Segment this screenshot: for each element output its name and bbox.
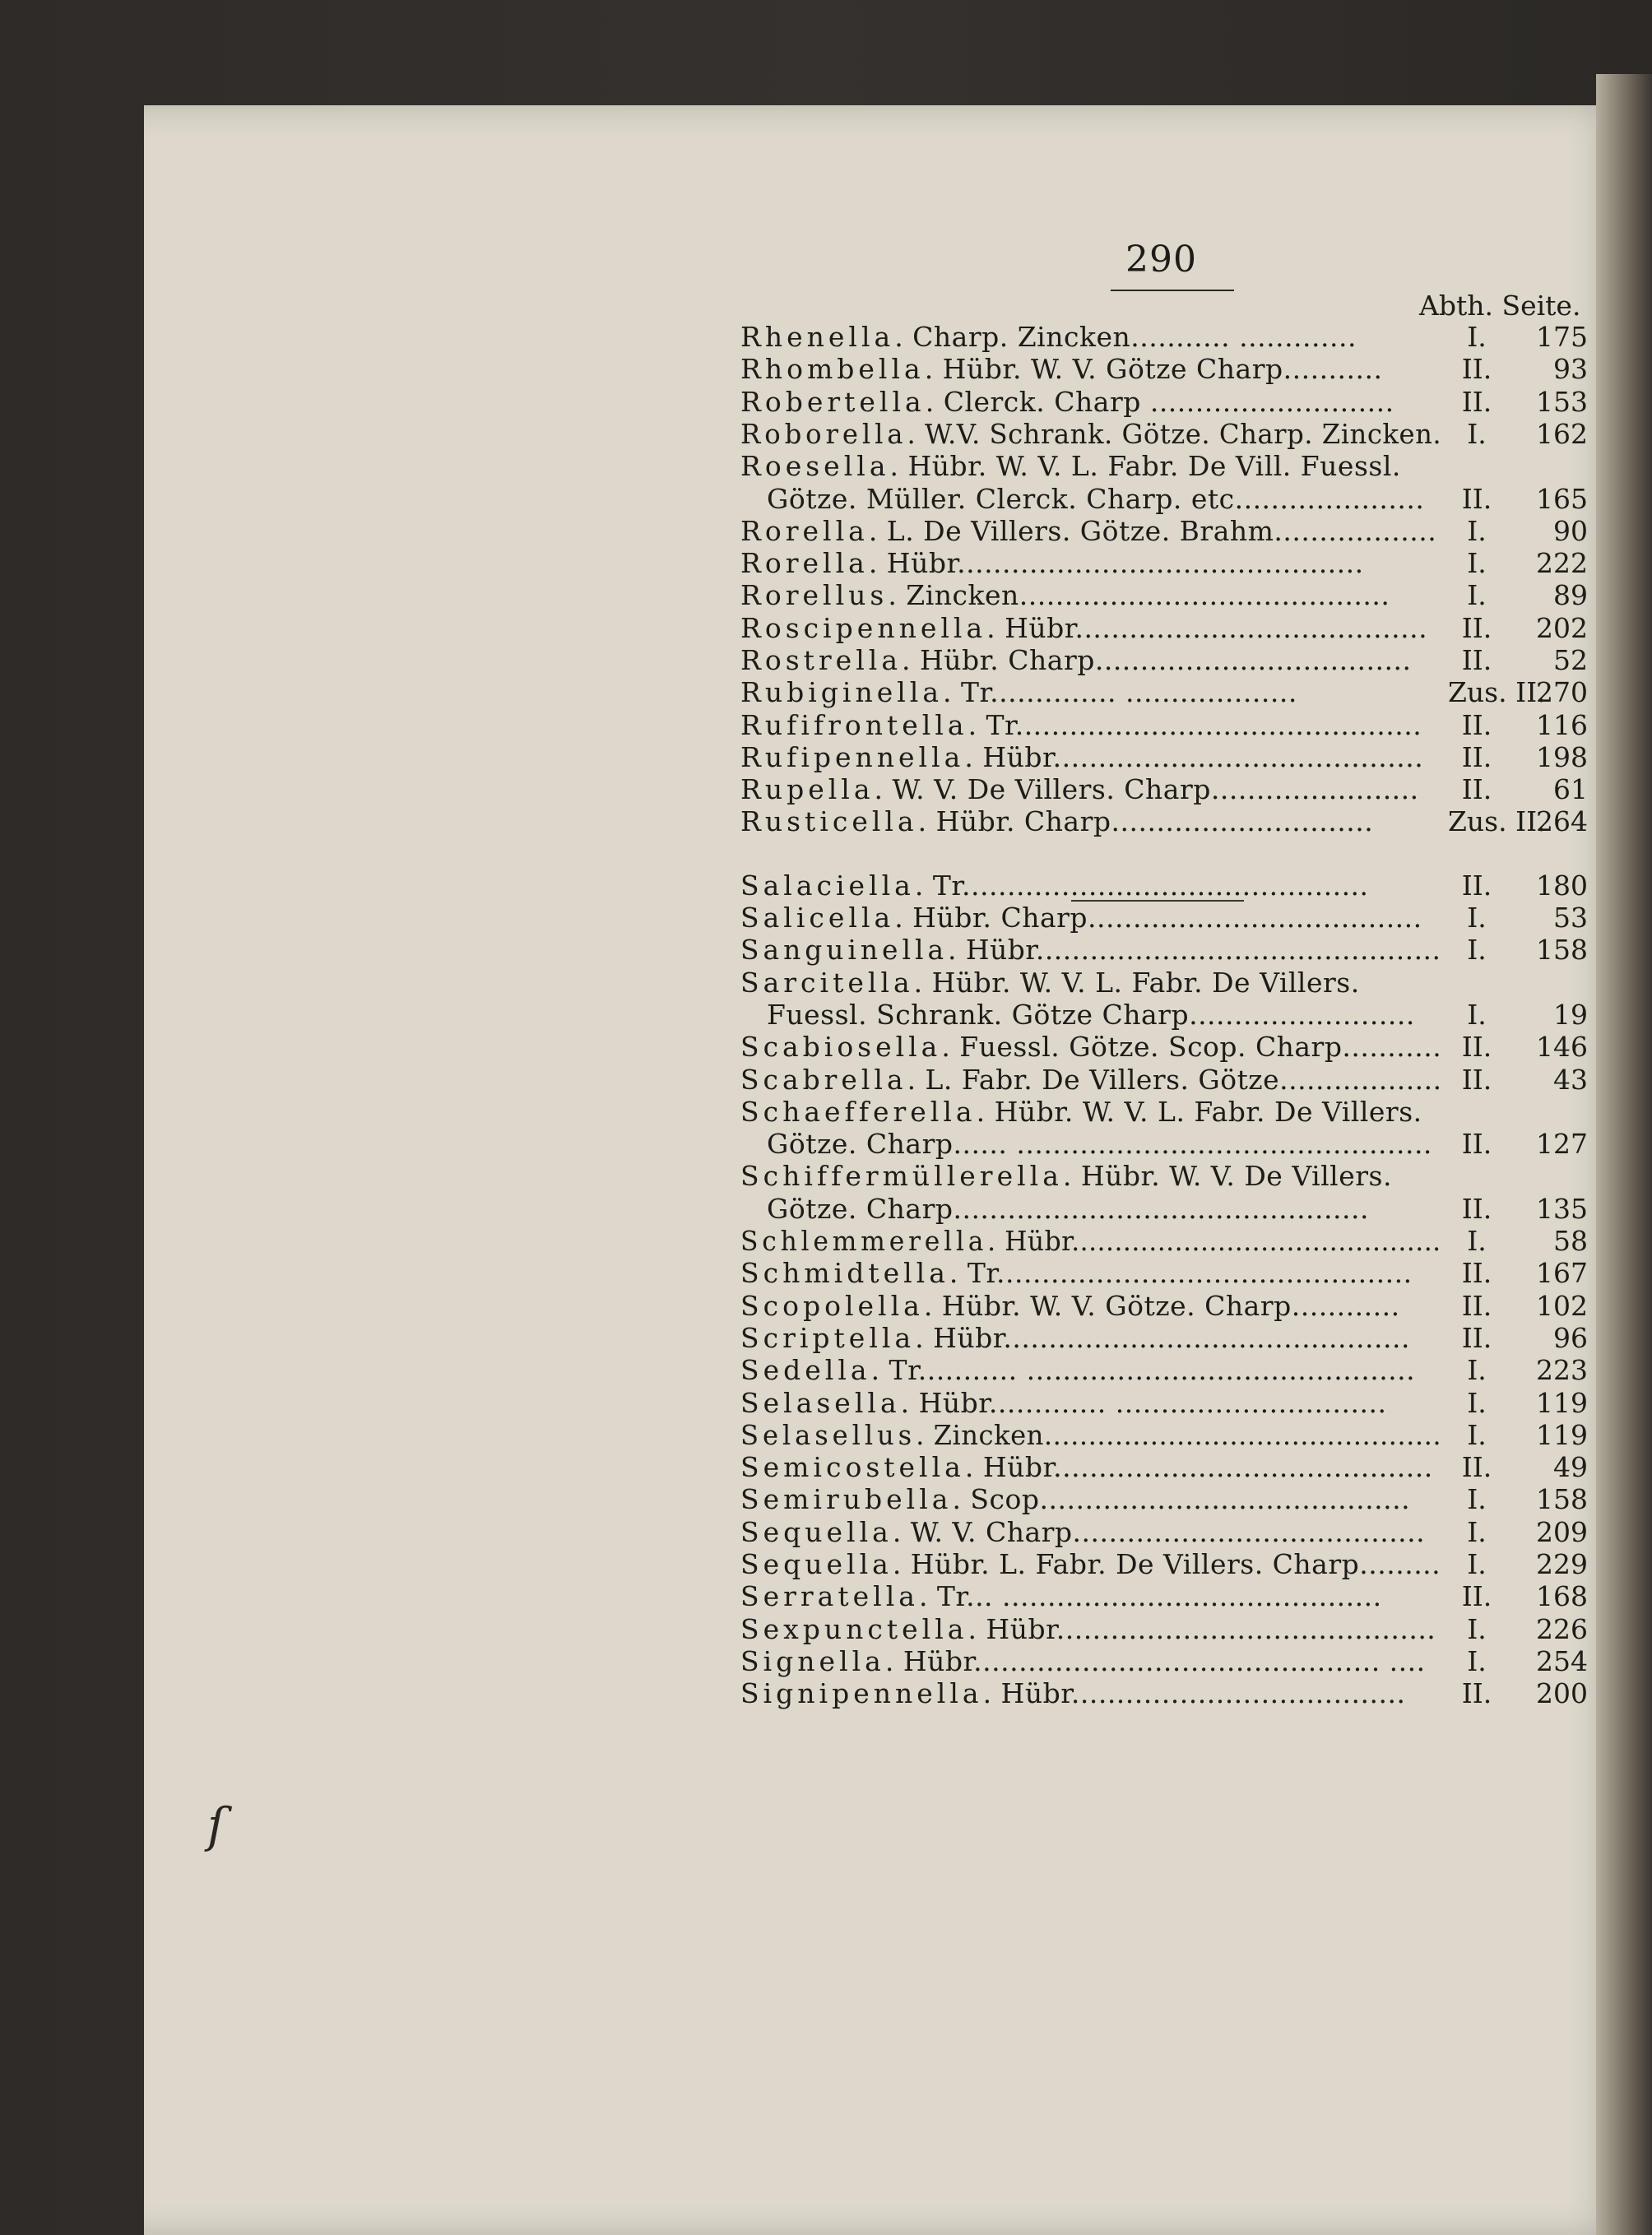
authors-text: Fuessl. Schrank. Götze Charp......................... [767, 999, 1415, 1031]
abth-value: I. [1467, 999, 1487, 1031]
column-header [1419, 290, 1580, 322]
abth-value: Zus. II. [1448, 676, 1546, 708]
index-entry [740, 1483, 1604, 1516]
index-entry [740, 1677, 1604, 1710]
seite-value: 175 [1536, 321, 1588, 353]
abth-value: I. [1467, 1483, 1487, 1515]
genus-name: Semirubella [740, 1483, 953, 1515]
genus-name: Sequella [740, 1516, 893, 1548]
index-entry [740, 1064, 1604, 1097]
entry-text [740, 321, 1357, 353]
seite-value: 158 [1536, 1483, 1588, 1515]
index-entry [740, 1580, 1604, 1613]
genus-name: Rorella [740, 547, 869, 579]
authors-text: . Hübr. L. Fabr. De Villers. Charp......... [892, 1548, 1441, 1580]
index-entry [740, 1290, 1604, 1323]
authors-text: . Charp. Zincken........... ............. [894, 321, 1357, 353]
genus-name: Robertella [740, 386, 926, 418]
authors-text: . Hübr. W. V. L. Fabr. De Villers. [976, 1096, 1422, 1128]
seite-value: 167 [1536, 1257, 1588, 1289]
authors-text: Götze. Charp.............................................. [767, 1193, 1369, 1225]
entry-text [740, 579, 1390, 611]
index-entry [740, 1096, 1604, 1129]
authors-text: . Hübr............. .............................. [900, 1387, 1387, 1419]
entry-text [767, 1193, 1369, 1225]
abth-value: I. [1467, 579, 1487, 611]
abth-value: II. [1461, 386, 1492, 418]
genus-name: Sexpunctella [740, 1613, 968, 1645]
genus-name: Rostrella [740, 644, 902, 676]
index-entry [740, 450, 1604, 483]
genus-name: Sarcitella [740, 967, 914, 999]
abth-value: II. [1461, 869, 1492, 902]
index-entry [740, 934, 1604, 967]
abth-value: I. [1467, 1419, 1487, 1451]
entry-text [740, 741, 1423, 773]
authors-text: . Hübr. W. V. L. Fabr. De Villers. [913, 967, 1360, 999]
abth-value: II. [1461, 709, 1492, 741]
abth-value: II. [1461, 741, 1492, 773]
seite-value: 158 [1536, 934, 1588, 966]
authors-text: . W. V. Charp....................................... [892, 1516, 1426, 1548]
abth-value: II. [1461, 612, 1492, 644]
abth-value: I. [1467, 515, 1487, 547]
entry-text [740, 1322, 1410, 1354]
genus-name: Rorella [740, 515, 869, 547]
authors-text: . Hübr.......................................... [964, 1451, 1433, 1483]
index-entry [740, 1548, 1604, 1581]
genus-name: Signella [740, 1645, 885, 1677]
entry-text [740, 1580, 1382, 1612]
authors-text: . Hübr. Charp..................................... [894, 902, 1422, 934]
entry-text [740, 1160, 1392, 1192]
authors-text: . Clerck. Charp ........................... [925, 386, 1394, 418]
authors-text: . Tr.............................................. [949, 1257, 1413, 1289]
abth-value: Zus. II. [1448, 805, 1546, 837]
index-entry [740, 321, 1604, 354]
seite-value: 52 [1553, 644, 1588, 676]
seite-value: 53 [1553, 902, 1588, 934]
index-entry [740, 612, 1604, 645]
entry-text [740, 869, 1369, 902]
abth-value: I. [1467, 1516, 1487, 1548]
seite-value: 202 [1536, 612, 1588, 644]
authors-text: . Hübr.......................................... [968, 1613, 1436, 1645]
seite-value: 226 [1536, 1613, 1588, 1645]
abth-value: II. [1461, 773, 1492, 805]
entry-text [740, 644, 1411, 676]
seite-value: 229 [1536, 1548, 1588, 1580]
index-entry [740, 1160, 1604, 1193]
authors-text: . Hübr......................................... [964, 741, 1424, 773]
genus-name: Roscipennella [740, 612, 987, 644]
authors-text: . Hübr............................................. [915, 1322, 1410, 1354]
abth-value: II. [1461, 1064, 1492, 1096]
genus-name: Rhenella [740, 321, 895, 353]
authors-text: . Hübr........................................... [987, 1225, 1441, 1257]
seite-value: 168 [1536, 1580, 1588, 1612]
authors-text: . Hübr..................................... [982, 1677, 1406, 1709]
index-entry [740, 1387, 1604, 1420]
seite-value: 127 [1536, 1128, 1588, 1160]
index-entry [740, 709, 1604, 742]
seite-value: 116 [1536, 709, 1588, 741]
seite-value: 58 [1553, 1225, 1588, 1257]
abth-value: I. [1467, 902, 1487, 934]
seite-value: 200 [1536, 1677, 1588, 1709]
genus-name: Scopolella [740, 1290, 924, 1322]
seite-value: 135 [1536, 1193, 1588, 1225]
genus-name: Signipennella [740, 1677, 983, 1709]
index-entry [740, 1451, 1604, 1484]
genus-name: Schaefferella [740, 1096, 977, 1128]
authors-text: . Tr........... ........................................... [870, 1354, 1416, 1386]
genus-name: Sedella [740, 1354, 871, 1386]
entry-text [740, 515, 1436, 547]
seite-value: 209 [1536, 1516, 1588, 1548]
index-entry [740, 1322, 1604, 1355]
index-entry [740, 1645, 1604, 1678]
abth-value: I. [1467, 547, 1487, 579]
entry-text [740, 1290, 1400, 1322]
index-entry [740, 1516, 1604, 1549]
seite-value: 165 [1536, 483, 1588, 515]
authors-text: . L. De Villers. Götze. Brahm.................. [868, 515, 1437, 547]
abth-value: I. [1467, 1645, 1487, 1677]
authors-text: Götze. Müller. Clerck. Charp. etc..................... [767, 483, 1425, 515]
abth-value: I. [1467, 418, 1487, 450]
entry-text [740, 1419, 1441, 1451]
authors-text: . Hübr. W. V. Götze. Charp............ [923, 1290, 1400, 1322]
abth-value: I. [1467, 1613, 1487, 1645]
seite-value: 93 [1553, 353, 1588, 385]
entry-text [740, 1225, 1441, 1257]
genus-name: Scabiosella [740, 1031, 942, 1063]
abth-value: II. [1461, 1322, 1492, 1354]
genus-name: Schlemmerella [740, 1225, 988, 1257]
authors-text: . Zincken......................................... [888, 579, 1390, 611]
seite-value: 49 [1553, 1451, 1588, 1483]
entry-text [740, 676, 1297, 708]
authors-text: . Hübr. W. V. Götze Charp........... [924, 353, 1383, 385]
authors-text: . Hübr. Charp............................. [917, 805, 1374, 837]
entry-text [740, 1096, 1422, 1128]
genus-name: Schmidtella [740, 1257, 949, 1289]
abth-value: II. [1461, 1580, 1492, 1612]
entry-text [740, 1548, 1441, 1580]
entry-text [740, 1064, 1442, 1096]
seite-value: 162 [1536, 418, 1588, 450]
abth-value: II. [1461, 644, 1492, 676]
genus-name: Selasella [740, 1387, 901, 1419]
authors-text: . Hübr. W. V. De Villers. [1062, 1160, 1392, 1192]
genus-name: Salaciella [740, 869, 915, 902]
authors-text: . Fuessl. Götze. Scop. Charp........... [941, 1031, 1442, 1063]
entry-text [740, 1257, 1413, 1289]
index-entry [740, 386, 1604, 419]
stray-pen-mark: ſ [207, 1797, 225, 1853]
entry-text [740, 773, 1419, 805]
index-entry [740, 515, 1604, 548]
seite-value: 119 [1536, 1387, 1588, 1419]
entry-text [740, 1677, 1405, 1709]
seite-value: 264 [1536, 805, 1588, 837]
abth-value: II. [1461, 1290, 1492, 1322]
entry-text [740, 967, 1360, 999]
authors-text: . W.V. Schrank. Götze. Charp. Zincken. [907, 418, 1442, 450]
abth-value: II. [1461, 1031, 1492, 1063]
seite-value: 198 [1536, 741, 1588, 773]
entry-text [740, 709, 1422, 741]
entry-text [740, 353, 1383, 385]
genus-name: Selasellus [740, 1419, 916, 1451]
index-entry [740, 869, 1604, 902]
seite-value: 19 [1553, 999, 1588, 1031]
index-entry [740, 1257, 1604, 1290]
entry-text [740, 1645, 1426, 1677]
index-entry [740, 1419, 1604, 1452]
seite-value: 223 [1536, 1354, 1588, 1386]
entry-text [740, 1516, 1425, 1548]
abth-value: I. [1467, 321, 1487, 353]
index-entry [740, 1225, 1604, 1258]
abth-value: I. [1467, 1354, 1487, 1386]
page-number: 290 [1125, 239, 1197, 281]
seite-value: 90 [1553, 515, 1588, 547]
seite-value: 43 [1553, 1064, 1588, 1096]
seite-value: 96 [1553, 1322, 1588, 1354]
genus-name: Rufifrontella [740, 709, 968, 741]
entry-text [740, 1031, 1441, 1063]
seite-value: 61 [1553, 773, 1588, 805]
index-entry [740, 579, 1604, 612]
entry-text [740, 547, 1364, 579]
index-entry [740, 902, 1604, 934]
seite-value: 222 [1536, 547, 1588, 579]
genus-name: Scriptella [740, 1322, 916, 1354]
index-entry [740, 741, 1604, 774]
abth-value: II. [1461, 1257, 1492, 1289]
genus-name: Serratella [740, 1580, 919, 1612]
entry-text [740, 902, 1422, 934]
entry-text [767, 999, 1415, 1031]
genus-name: Rubiginella [740, 676, 944, 708]
index-entry [740, 353, 1604, 386]
index-entry [740, 1193, 1604, 1226]
index-entry [740, 999, 1604, 1032]
entry-text [740, 934, 1441, 966]
index-entry [740, 967, 1604, 999]
abth-value: I. [1467, 934, 1487, 966]
authors-text: . Hübr............................................. [868, 547, 1364, 579]
genus-name: Rupella [740, 773, 875, 805]
authors-text: . Hübr............................................. [948, 934, 1441, 966]
authors-text: . W. V. De Villers. Charp....................... [874, 773, 1419, 805]
abth-header: Abth. [1419, 290, 1493, 322]
authors-text: . Hübr....................................... [986, 612, 1428, 644]
seite-value: 254 [1536, 1645, 1588, 1677]
seite-value: 270 [1536, 676, 1588, 708]
entry-text [740, 386, 1394, 418]
entry-text [767, 1128, 1432, 1160]
index-entry [740, 547, 1604, 580]
seite-value: 180 [1536, 869, 1588, 902]
abth-value: II. [1461, 1128, 1492, 1160]
index-entry [740, 1613, 1604, 1646]
abth-value: I. [1467, 1548, 1487, 1580]
genus-name: Schiffermüllerella [740, 1160, 1063, 1192]
entry-text [740, 612, 1427, 644]
genus-name: Sequella [740, 1548, 893, 1580]
entry-text [767, 483, 1424, 515]
authors-text: . Tr... .......................................... [918, 1580, 1382, 1612]
authors-text: . Tr.............. ................... [943, 676, 1297, 708]
abth-value: I. [1467, 1225, 1487, 1257]
abth-value: I. [1467, 1387, 1487, 1419]
index-entry [740, 805, 1604, 838]
index-entry [740, 644, 1604, 677]
entry-text [740, 450, 1401, 482]
entry-text [740, 1451, 1433, 1483]
authors-text: . Hübr. W. V. L. Fabr. De Vill. Fuessl. [889, 450, 1401, 482]
seite-value: 102 [1536, 1290, 1588, 1322]
abth-value: II. [1461, 1451, 1492, 1483]
genus-name: Rufipennella [740, 741, 965, 773]
entry-text [740, 1483, 1410, 1515]
index-entry [740, 676, 1604, 709]
authors-text: . Zincken............................................. [916, 1419, 1442, 1451]
seite-value: 146 [1536, 1031, 1588, 1063]
seite-header: Seite. [1501, 290, 1581, 322]
index-entry [740, 773, 1604, 806]
seite-value: 119 [1536, 1419, 1588, 1451]
genus-name: Scabrella [740, 1064, 907, 1096]
genus-name: Rusticella [740, 805, 918, 837]
entry-text [740, 1387, 1386, 1419]
genus-name: Rhombella [740, 353, 925, 385]
genus-name: Rorellus [740, 579, 889, 611]
index-entry [740, 483, 1604, 516]
abth-value: II. [1461, 1193, 1492, 1225]
authors-text: . Tr............................................. [914, 869, 1369, 902]
index-entry [740, 1354, 1604, 1387]
authors-text: . Hübr............................................. .... [884, 1645, 1426, 1677]
authors-text: Götze. Charp...... .............................................. [767, 1128, 1432, 1160]
index-entry [740, 1128, 1604, 1161]
genus-name: Sanguinella [740, 934, 949, 966]
authors-text: . Scop......................................... [952, 1483, 1411, 1515]
abth-value: II. [1461, 1677, 1492, 1709]
entry-text [740, 805, 1373, 837]
entry-text [740, 418, 1441, 450]
index-entry [740, 1031, 1604, 1064]
authors-text: . L. Fabr. De Villers. Götze.................. [907, 1064, 1442, 1096]
seite-value: 89 [1553, 579, 1588, 611]
genus-name: Roborella [740, 418, 907, 450]
authors-text: . Hübr. Charp................................... [902, 644, 1412, 676]
seite-value: 153 [1536, 386, 1588, 418]
page-edge-shadow [1596, 74, 1652, 2235]
genus-name: Semicostella [740, 1451, 965, 1483]
genus-name: Roesella [740, 450, 890, 482]
entry-text [740, 1613, 1436, 1645]
abth-value: II. [1461, 483, 1492, 515]
page-number-rule [1111, 290, 1234, 291]
genus-name: Salicella [740, 902, 895, 934]
abth-value: II. [1461, 353, 1492, 385]
entry-text [740, 1354, 1415, 1386]
authors-text: . Tr............................................. [968, 709, 1422, 741]
index-entry [740, 418, 1604, 451]
